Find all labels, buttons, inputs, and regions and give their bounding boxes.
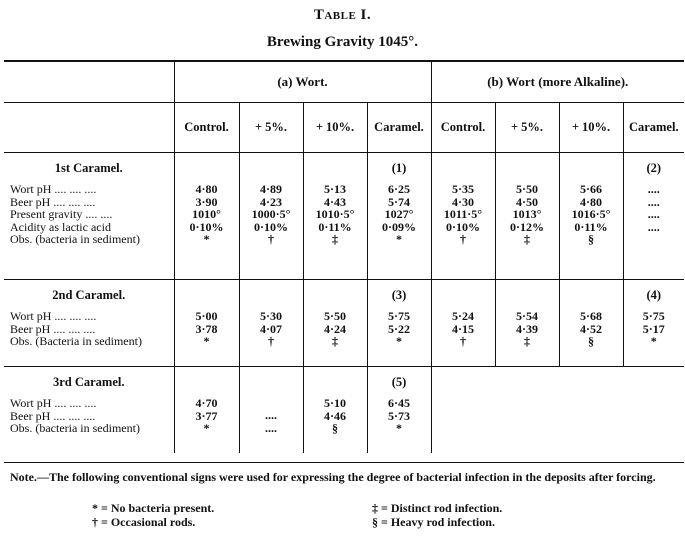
ref-number: (4)	[623, 280, 684, 311]
section-title: 1st Caramel.	[54, 161, 123, 175]
legend-item: * = No bacteria present.	[92, 501, 215, 515]
data-cell: 5·50 4·24 ‡	[303, 310, 367, 367]
data-cell: 5·30 4·07 †	[239, 310, 303, 367]
data-cell: 4·80 3·90 1010° 0·10% *	[174, 183, 239, 280]
table-bottom-rule	[4, 462, 684, 463]
ref-number: (2)	[623, 153, 684, 184]
data-cell: 5·68 4·52 §	[559, 310, 623, 367]
row-label: Wort pH .... .... ....	[10, 396, 97, 410]
data-cell: .... ....	[239, 397, 303, 453]
data-cell: 5·24 4·15 †	[431, 310, 495, 367]
legend-item: † = Occasional rods.	[92, 515, 196, 529]
row-label: Wort pH .... .... ....	[10, 182, 97, 196]
data-cell: 5·54 4·39 ‡	[495, 310, 559, 367]
legend-left	[92, 501, 214, 529]
row-label: Wort pH .... .... ....	[10, 309, 97, 323]
col-header: + 10%.	[559, 103, 623, 153]
group-a-header: (a) Wort.	[174, 61, 431, 103]
row-label: Present gravity .... ....	[10, 207, 113, 221]
data-cell: 5·75 5·22 *	[367, 310, 431, 367]
col-header: + 5%.	[239, 103, 303, 153]
data-table	[4, 60, 684, 453]
data-cell: 5·13 4·43 1010·5° 0·11% ‡	[303, 183, 367, 280]
data-cell: 5·00 3·78 *	[174, 310, 239, 367]
row-label: Obs. (bacteria in sediment)	[10, 421, 140, 435]
col-header: Caramel.	[623, 103, 684, 153]
data-cell: 5·66 4·80 1016·5° 0·11% §	[559, 183, 623, 280]
row-label: Acidity as lactic acid	[10, 219, 111, 234]
table-note: Note.—The following conventional signs were used for expressing the degree of bacterial infection in the deposits after forcing.	[10, 470, 656, 484]
section-body-row	[4, 310, 684, 367]
data-cell: .... .... .... ....	[623, 183, 684, 280]
row-label: Obs. (bacteria in sediment)	[10, 232, 140, 246]
row-label: Obs. (Bacteria in sediment)	[10, 334, 142, 348]
data-table-wrap	[4, 60, 684, 453]
row-label: Beer pH .... .... ....	[10, 321, 96, 336]
group-header-row	[4, 61, 684, 103]
data-cell: 4·89 4·23 1000·5° 0·10% †	[239, 183, 303, 280]
data-cell: 6·45 5·73 *	[367, 397, 431, 453]
data-cell: 5·35 4·30 1011·5° 0·10% †	[431, 183, 495, 280]
data-cell: 5·10 4·46 §	[303, 397, 367, 453]
section-body-row	[4, 183, 684, 280]
row-label: Beer pH .... .... ....	[10, 408, 96, 423]
column-header-row	[4, 103, 684, 153]
col-header: Control.	[431, 103, 495, 153]
col-header: Caramel.	[367, 103, 431, 153]
ref-number: (5)	[367, 367, 431, 398]
section-body-row	[4, 397, 684, 453]
row-labels	[4, 397, 174, 453]
ref-number: (1)	[367, 153, 431, 184]
legend-right	[372, 501, 502, 529]
table-subtitle: Brewing Gravity 1045°.	[266, 34, 419, 50]
data-cell: 4·70 3·77 *	[174, 397, 239, 453]
data-cell: 5·50 4·50 1013° 0·12% ‡	[495, 183, 559, 280]
blank-header-cell	[4, 61, 174, 103]
ref-number: (3)	[367, 280, 431, 311]
section-title-row	[4, 367, 684, 398]
section-title: 3rd Caramel.	[52, 375, 125, 389]
data-cell: 5·75 5·17 *	[623, 310, 684, 367]
row-labels	[4, 310, 174, 367]
col-header: Control.	[174, 103, 239, 153]
legend-item: ‡ = Distinct rod infection.	[372, 501, 503, 515]
legend-item: § = Heavy rod infection.	[372, 515, 495, 529]
row-labels	[4, 183, 174, 280]
table-title: Table I.	[313, 7, 372, 23]
data-cell: 6·25 5·74 1027° 0·09% *	[367, 183, 431, 280]
col-header: + 10%.	[303, 103, 367, 153]
col-header: + 5%.	[495, 103, 559, 153]
group-b-header: (b) Wort (more Alkaline).	[431, 61, 684, 103]
section-title-row	[4, 280, 684, 311]
section-title: 2nd Caramel.	[52, 288, 126, 302]
section-title-row	[4, 153, 684, 184]
row-label: Beer pH .... .... ....	[10, 194, 96, 209]
blank-header-cell	[4, 103, 174, 153]
